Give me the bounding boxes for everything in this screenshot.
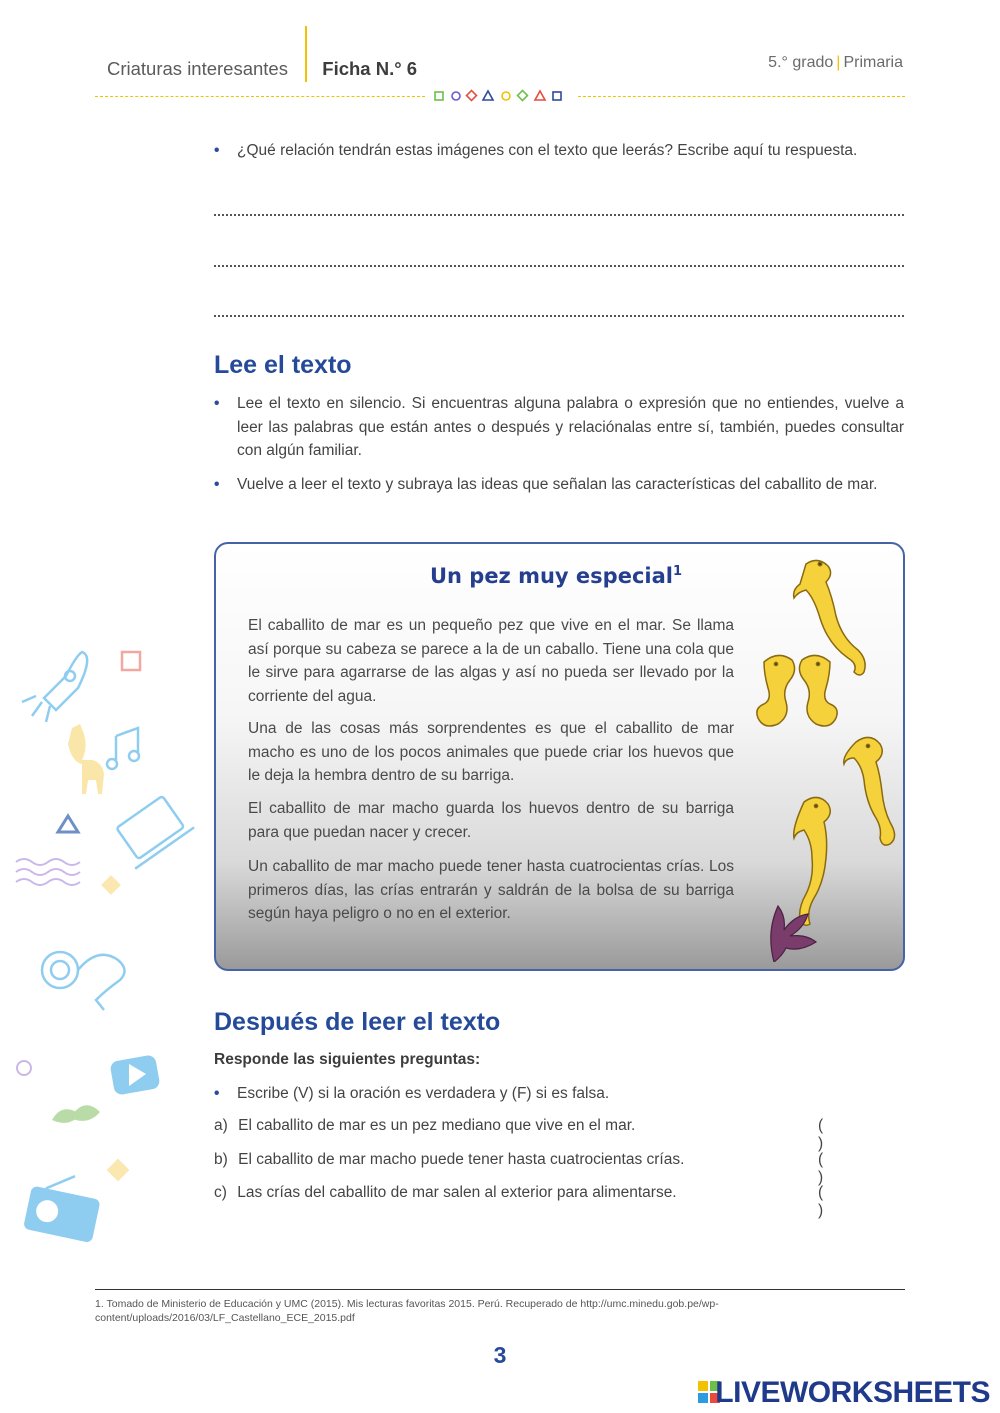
header-title: Criaturas interesantes <box>107 57 288 79</box>
header-shapes-icon <box>432 88 568 104</box>
read-bullet-1 <box>214 392 904 463</box>
diamond-icon <box>101 875 121 895</box>
header-bar: | <box>836 54 841 71</box>
question-text: Las crías del caballito de mar salen al exterior para alimentarse. <box>237 1184 677 1201</box>
liveworksheets-brand[interactable]: LIVEWORKSHEETS <box>715 1376 990 1409</box>
question-label: c) <box>214 1184 227 1201</box>
question-c <box>214 1184 874 1219</box>
reading-title-text: Un pez muy especial <box>429 564 673 588</box>
intro-question-text: ¿Qué relación tendrán estas imágenes con el texto que leerás? Escribe aquí tu respuesta. <box>237 142 858 159</box>
after-instruction: Responde las siguientes preguntas: <box>214 1051 481 1068</box>
header-dashline-right <box>578 96 905 97</box>
monkey-icon <box>78 955 125 1010</box>
header-grade-group <box>768 54 903 72</box>
question-b <box>214 1151 874 1186</box>
bullet-dot: • <box>214 142 220 159</box>
spiral-icon <box>42 952 78 988</box>
bullet-dot: • <box>214 395 220 412</box>
footnote-divider <box>95 1289 905 1290</box>
diamond-icon-2 <box>107 1159 130 1182</box>
footnote: 1. Tomado de Ministerio de Educación y UMC (2015). Mis lecturas favoritas 2015. Perú. Recuperado de http://umc.minedu.gob.pe/wp-content/uploads/2016/03/LF_Castellano_ECE_2015.pdf <box>95 1298 719 1324</box>
after-bullet <box>214 1082 877 1106</box>
question-text: El caballito de mar macho puede tener hasta cuatrocientas crías. <box>238 1151 685 1168</box>
bullet-dot: • <box>214 476 220 493</box>
question-label: b) <box>214 1151 228 1168</box>
after-heading: Después de leer el texto <box>214 1008 501 1036</box>
intro-question <box>214 139 897 163</box>
header-grade: 5.° grado <box>768 54 834 71</box>
header-title-group <box>107 52 417 88</box>
answer-line-3[interactable] <box>214 315 904 317</box>
footnote-mark: 1 <box>672 564 683 579</box>
answer-box[interactable]: ( ) <box>818 1151 842 1186</box>
radio-icon <box>23 1168 104 1243</box>
rocket-icon <box>44 652 87 710</box>
read-bullet-2 <box>214 473 904 497</box>
answer-box[interactable]: ( ) <box>818 1184 842 1219</box>
reading-paragraph-2: Una de las cosas más sorprendentes es que el caballito de mar macho es uno de los pocos animales que puede criar los huevos que le deja la hembra dentro de su barriga. <box>248 720 734 784</box>
read-bullet-text: Vuelve a leer el texto y subraya las ideas que señalan las características del caballito de mar. <box>237 476 878 493</box>
header-sheet: Ficha N.° 6 <box>322 57 418 79</box>
header-level: Primaria <box>843 54 903 71</box>
read-bullet-text: Lee el texto en silencio. Si encuentras alguna palabra o expresión que no entiendes, vuelve a leer las palabras que están antes o después y relaciónalas entre sí, también, puedes consultar con algún familiar. <box>237 395 904 459</box>
question-text: El caballito de mar es un pez mediano que vive en el mar. <box>238 1117 636 1134</box>
laptop-icon <box>110 791 194 868</box>
leaves-icon <box>52 1105 100 1123</box>
reading-paragraph-3: El caballito de mar macho guarda los huevos dentro de su barriga para que puedan nacer y crecer. <box>248 800 734 841</box>
after-bullet-text: Escribe (V) si la oración es verdadera y (F) si es falsa. <box>237 1085 610 1102</box>
page-number: 3 <box>493 1342 507 1368</box>
header-dashline-left <box>95 96 425 97</box>
answer-line-1[interactable] <box>214 214 904 216</box>
llama-icon <box>68 724 104 794</box>
read-heading: Lee el texto <box>214 351 352 379</box>
decorative-sidebar-icons <box>12 640 197 1260</box>
music-note-icon <box>116 728 138 762</box>
reading-paragraph-4: Un caballito de mar macho puede tener hasta cuatrocientas crías. Los primeros días, las crías entrarán y saldrán de la bolsa de su barriga según haya peligro o no en el exterior. <box>248 858 734 922</box>
waves-icon <box>16 859 80 885</box>
question-a <box>214 1117 874 1152</box>
seahorse-illustration <box>746 552 896 962</box>
answer-line-2[interactable] <box>214 265 904 267</box>
bullet-dot: • <box>214 1085 220 1102</box>
reading-box <box>214 542 905 971</box>
reading-paragraph-1: El caballito de mar es un pequeño pez que vive en el mar. Se llama así porque su cabeza se parece a la de un caballo. Tiene una cola que le sirve para agarrarse de las algas y así no pueda ser llevado por la corriente del agua. <box>248 617 735 705</box>
triangle-icon <box>58 816 78 832</box>
answer-box[interactable]: ( ) <box>818 1117 842 1152</box>
circle-icon <box>17 1061 31 1075</box>
square-icon <box>122 652 140 670</box>
question-label: a) <box>214 1117 228 1134</box>
header-divider <box>305 26 307 82</box>
reading-title <box>306 564 806 588</box>
